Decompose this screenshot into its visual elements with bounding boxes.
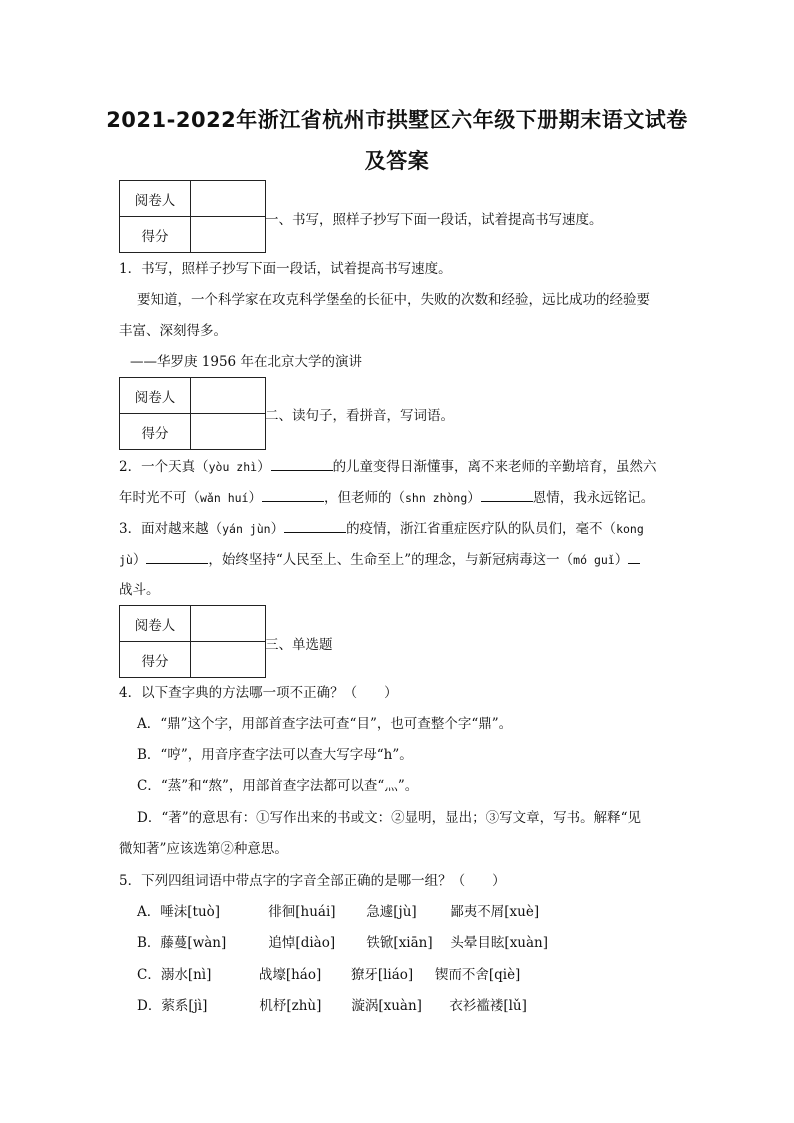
q2-line2 bbox=[119, 487, 654, 508]
score-label: 得分 bbox=[120, 414, 191, 450]
q3-text: ） bbox=[132, 552, 147, 568]
q2-text: ，但老师的（ bbox=[323, 490, 405, 506]
word: 战壕[háo] bbox=[258, 967, 322, 983]
section-heading-2: 二、读句子，看拼音，写词语。 bbox=[265, 408, 454, 424]
word: 锲而不舍[qiè] bbox=[434, 967, 521, 983]
q5-prompt: 5．下列四组词语中带点字的字音全部正确的是哪一组？（ ） bbox=[119, 873, 506, 889]
q2-text: 恩情，我永远铭记。 bbox=[532, 490, 655, 506]
word: 急遽[jù] bbox=[366, 904, 417, 920]
word: 衣衫褴褛[lǔ] bbox=[449, 998, 527, 1014]
q1-text-line1: 要知道，一个科学家在攻克科学堡垒的长征中，失败的次数和经验，远比成功的经验要 bbox=[137, 292, 650, 308]
q2-text: ） bbox=[257, 459, 271, 475]
q4-option-c[interactable]: C．“蒸”和“熬”，用部首查字法都可以查“灬”。 bbox=[137, 778, 419, 794]
word: 机杼[zhù] bbox=[259, 998, 322, 1014]
reviewer-label: 阅卷人 bbox=[120, 606, 191, 642]
section-heading-3: 三、单选题 bbox=[265, 637, 333, 653]
q4-option-a[interactable]: A．“鼎”这个字，用部首查字法可查“目”，也可查整个字“鼎”。 bbox=[137, 716, 513, 732]
q5-option-b[interactable] bbox=[137, 933, 548, 953]
q3-blank-1[interactable] bbox=[284, 518, 346, 533]
word: 追悼[diào] bbox=[268, 935, 336, 951]
reviewer-cell bbox=[191, 606, 266, 642]
q4-option-d-cont: 微知著”应该选第②种意思。 bbox=[119, 841, 288, 857]
q3-text: ，始终坚持“人民至上、生命至上”的理念，与新冠病毒这一（ bbox=[208, 552, 574, 568]
q2-text: ） bbox=[248, 490, 262, 506]
q2-text: ） bbox=[467, 490, 481, 506]
q2-text: 的儿童变得日渐懂事，离不来老师的辛勤培育，虽然六 bbox=[332, 459, 657, 475]
word: 溺水[nì] bbox=[160, 967, 212, 983]
word: 漩涡[xuàn] bbox=[351, 998, 422, 1014]
score-cell bbox=[191, 414, 266, 450]
q3-pinyin-2-cont: jù bbox=[119, 553, 133, 567]
q3-line2 bbox=[119, 549, 640, 570]
word: 徘徊[huái] bbox=[268, 904, 336, 920]
q3-text: ） bbox=[614, 552, 629, 568]
q3-text: 的疫情，浙江省重症医疗队的队员们，毫不（ bbox=[346, 521, 617, 537]
q3-line1 bbox=[119, 518, 644, 539]
q2-blank-3[interactable] bbox=[481, 487, 533, 502]
reviewer-cell bbox=[191, 181, 266, 217]
word: 唾沫[tuò] bbox=[160, 904, 221, 920]
option-label: B． bbox=[137, 935, 161, 951]
q4-prompt: 4．以下查字典的方法哪一项不正确？（ ） bbox=[119, 685, 398, 701]
score-box-2 bbox=[119, 377, 266, 450]
q2-pinyin-3: shn zhòng bbox=[404, 491, 468, 505]
word: 头晕目眩[xuàn] bbox=[450, 935, 549, 951]
word: 獠牙[liáo] bbox=[350, 967, 414, 983]
reviewer-cell bbox=[191, 378, 266, 414]
word: 鄙夷不屑[xuè] bbox=[450, 904, 540, 920]
reviewer-label: 阅卷人 bbox=[120, 378, 191, 414]
q2-pinyin-1: yòu zhì bbox=[208, 460, 258, 474]
exam-title-continued: 及答案 bbox=[364, 149, 430, 173]
q5-option-a[interactable] bbox=[137, 902, 539, 922]
score-label: 得分 bbox=[120, 217, 191, 253]
q3-blank-3[interactable] bbox=[628, 549, 640, 564]
q1-prompt: 1．书写，照样子抄写下面一段话，试着提高书写速度。 bbox=[119, 261, 452, 277]
option-label: A． bbox=[137, 904, 161, 920]
score-cell bbox=[191, 642, 266, 678]
score-box-1 bbox=[119, 180, 266, 253]
word: 铁锨[xiān] bbox=[366, 935, 433, 951]
section-heading-1: 一、书写，照样子抄写下面一段话，试着提高书写速度。 bbox=[265, 212, 603, 228]
score-cell bbox=[191, 217, 266, 253]
q2-text: 2．一个天真（ bbox=[119, 459, 209, 475]
q3-pinyin-2: kong bbox=[616, 522, 644, 536]
q1-text-line2: 丰富、深刻得多。 bbox=[119, 323, 227, 339]
q1-source: ——华罗庚 1956 年在北京大学的演讲 bbox=[130, 354, 362, 370]
q4-option-d[interactable]: D．“著”的意思有：①写作出来的书或文：②显明，显出；③写文章，写书。解释“见 bbox=[137, 810, 642, 826]
q3-line3: 战斗。 bbox=[119, 582, 160, 598]
option-label: D． bbox=[137, 998, 162, 1014]
word: 萦系[jì] bbox=[161, 998, 208, 1014]
q4-option-b[interactable]: B．“哼”，用音序查字法可以查大写字母“h”。 bbox=[137, 747, 413, 763]
q5-option-c[interactable] bbox=[137, 965, 520, 985]
q2-line1 bbox=[119, 456, 657, 477]
q3-text: 3．面对越来越（ bbox=[119, 521, 223, 537]
q3-pinyin-1: yán jùn bbox=[222, 522, 271, 536]
word: 藤蔓[wàn] bbox=[160, 935, 227, 951]
q2-text: 年时光不可（ bbox=[119, 490, 200, 506]
q3-pinyin-3: mó guǐ bbox=[573, 553, 615, 567]
q2-blank-2[interactable] bbox=[262, 487, 324, 502]
q2-pinyin-2: wǎn huí bbox=[200, 491, 249, 505]
option-label: C． bbox=[137, 967, 161, 983]
q5-option-d[interactable] bbox=[137, 996, 527, 1016]
score-label: 得分 bbox=[120, 642, 191, 678]
q3-blank-2[interactable] bbox=[146, 549, 208, 564]
q2-blank-1[interactable] bbox=[271, 456, 333, 471]
score-box-3 bbox=[119, 605, 266, 678]
q3-text: ） bbox=[270, 521, 285, 537]
reviewer-label: 阅卷人 bbox=[120, 181, 191, 217]
exam-title: 2021-2022年浙江省杭州市拱墅区六年级下册期末语文试卷 bbox=[106, 108, 688, 132]
